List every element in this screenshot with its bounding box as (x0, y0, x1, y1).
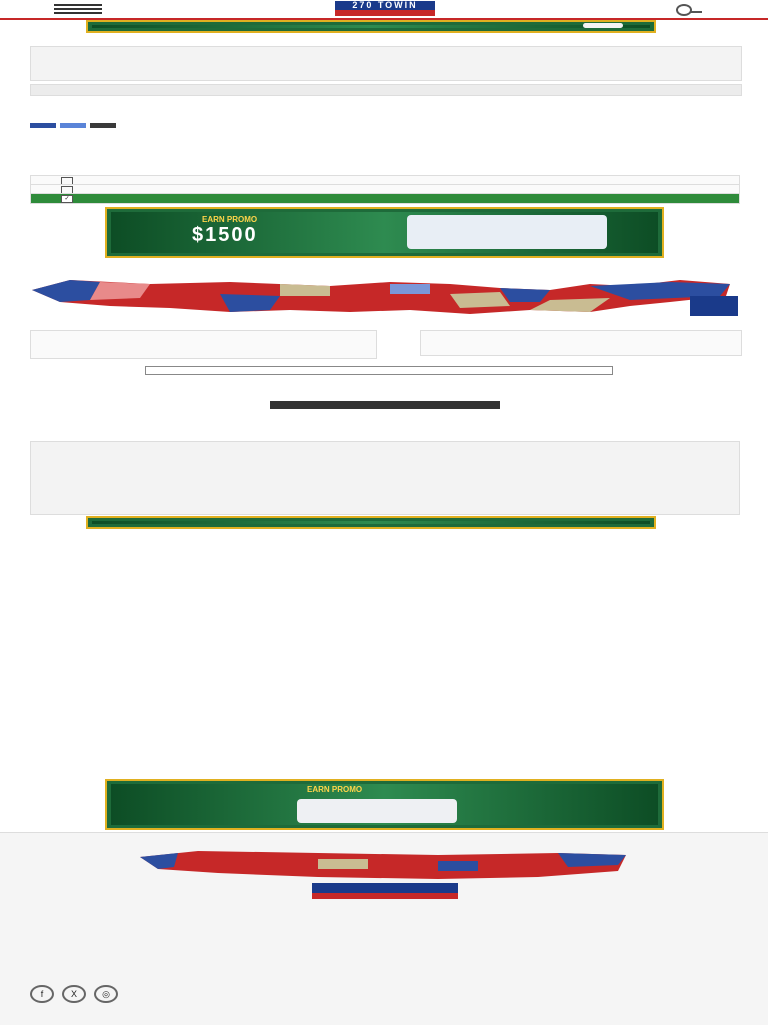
checkbox-icon[interactable]: ✓ (61, 195, 73, 203)
email-share-button[interactable] (270, 401, 500, 409)
footer-logo-text (312, 883, 458, 893)
road-to-270-table (30, 441, 740, 515)
latest-news-link[interactable] (30, 84, 742, 96)
search-icon[interactable] (676, 4, 692, 16)
live-results-menu (30, 46, 742, 81)
x-share-icon[interactable] (60, 123, 86, 128)
map-library-select[interactable] (145, 366, 613, 375)
map-color-palette (30, 330, 377, 359)
us-electoral-map[interactable] (30, 276, 740, 316)
facebook-share-icon[interactable] (30, 123, 56, 128)
electoral-tally-bar (30, 262, 738, 273)
top-nav (0, 0, 768, 20)
lower-ad-banner[interactable]: EARN PROMO (105, 779, 664, 830)
instagram-icon[interactable]: ◎ (94, 985, 118, 1003)
top-ad-banner[interactable] (86, 20, 656, 33)
footer (0, 832, 768, 1025)
map-option-row[interactable] (30, 193, 740, 204)
email-share-icon[interactable] (90, 123, 116, 128)
site-logo-text: 270 TOWIN (335, 1, 435, 10)
bottom-ad-banner[interactable] (86, 516, 656, 529)
facebook-icon[interactable]: f (30, 985, 54, 1003)
small-states-legend (690, 296, 738, 316)
site-logo[interactable] (335, 1, 435, 17)
split-votes-panel (420, 330, 742, 356)
hamburger-icon[interactable] (54, 4, 102, 14)
middle-ad-banner[interactable]: EARN PROMO $1500 (105, 207, 664, 258)
x-icon[interactable]: X (62, 985, 86, 1003)
footer-electoral-map[interactable] (138, 847, 628, 881)
footer-logo[interactable] (312, 883, 458, 899)
